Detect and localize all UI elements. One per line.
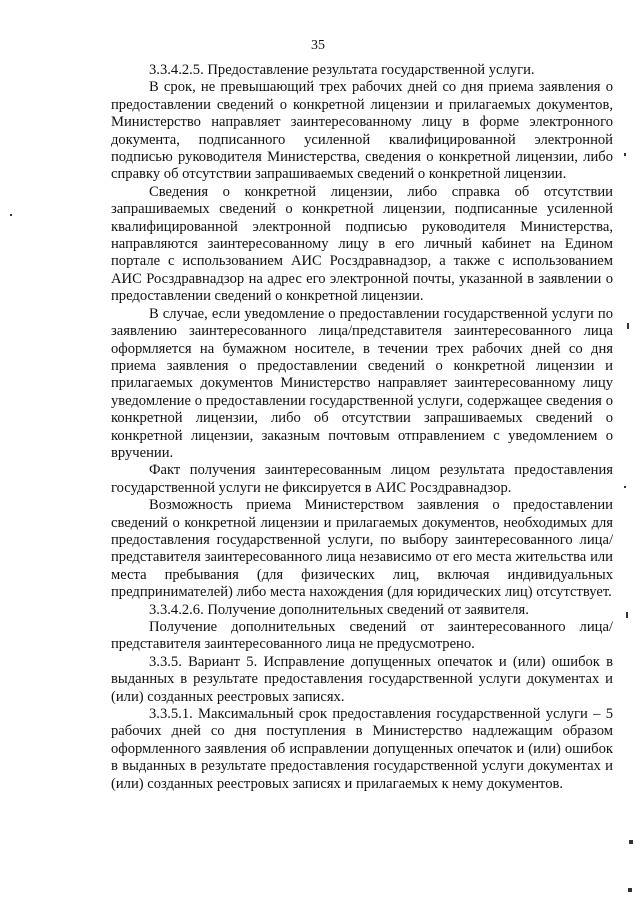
scan-mark xyxy=(629,840,633,844)
paragraph-result-deadline: В срок, не превышающий трех рабочих дней со дня приема заявления о предоставлении сведений о конкретной лицензии и прилагаемых документов, Министерство направляет заинтересованному лицу в форме электронного документа, подписанного усиленной квалифицированной электронной подписью руководителя Министерства, сведения о конкретной лицензии, либо справку об отсутствии запрашиваемых сведений о конкретной лицензии. xyxy=(111,79,613,183)
paragraph-3-3-5-heading: 3.3.5. Вариант 5. Исправление допущенных опечаток и (или) ошибок в выданных в результате предоставления государственной услуги документах и (или) созданных реестровых записях. xyxy=(111,653,613,705)
paragraph-3-3-4-2-5-heading: 3.3.4.2.5. Предоставление результата государственной услуги. xyxy=(149,62,535,78)
scan-mark xyxy=(627,323,629,329)
paragraph-additional-info: Получение дополнительных сведений от заинтересованного лица/представителя заинтересованного лица не предусмотрено. xyxy=(111,619,613,653)
paragraph-license-info-delivery: Сведения о конкретной лицензии, либо справка об отсутствии запрашиваемых сведений о конкретной лицензии, подписанные усиленной квалифицированной электронной подписью руководителя Министерства, направляются заинтересованному лицу в его личный кабинет на Едином портале с использованием АИС Росздравнадзор, а также с использованием АИС Росздравнадзор на адрес его электронной почты, указанной в заявлении о предоставлении сведений о конкретной лицензии. xyxy=(111,183,613,305)
paragraph-extraterritorial: Возможность приема Министерством заявления о предоставлении сведений о конкретной лицензии и прилагаемых документов, необходимых для предоставления государственной услуги, по выбору заинтересованного лица/представителя заинтересованного лица независимо от его места жительства или места пребывания (для физических лиц, включая индивидуальных предпринимателей) либо места нахождения (для юридических лиц) отсутствует. xyxy=(111,497,613,601)
scan-mark xyxy=(10,214,12,216)
paragraph-3-3-5-1: 3.3.5.1. Максимальный срок предоставления государственной услуги – 5 рабочих дней со дня поступления в Министерство надлежащим образом оформленного заявления об исправлении допущенных опечаток и (или) ошибок в выданных в результате предоставления государственной услуги документах и (или) созданных реестровых записях и прилагаемых к нему документов. xyxy=(111,706,613,792)
scan-mark xyxy=(626,612,628,618)
scan-mark xyxy=(624,486,626,488)
scan-mark xyxy=(624,153,626,156)
paragraph-paper-notification: В случае, если уведомление о предоставлении государственной услуги по заявлению заинтересованного лица/представителя заинтересованного лица оформляется на бумажном носителе, в течении трех рабочих дней со дня приема заявления о предоставлении сведений о конкретной лицензии и прилагаемых документов Министерство направляет заинтересованному лицу уведомление о предоставлении государственной услуги, содержащее сведения о конкретной лицензии, либо об отсутствии запрашиваемых сведений о конкретной лицензии, заказным почтовым отправлением с уведомлением о вручении. xyxy=(111,305,613,461)
paragraph-result-fact: Факт получения заинтересованным лицом результата предоставления государственной услуги не фиксируется в АИС Росздравнадзор. xyxy=(111,462,613,496)
paragraph-3-3-4-2-6-heading: 3.3.4.2.6. Получение дополнительных сведений от заявителя. xyxy=(149,601,529,618)
document-body xyxy=(111,62,613,793)
scan-mark xyxy=(628,888,632,892)
page-number: 35 xyxy=(311,38,325,53)
